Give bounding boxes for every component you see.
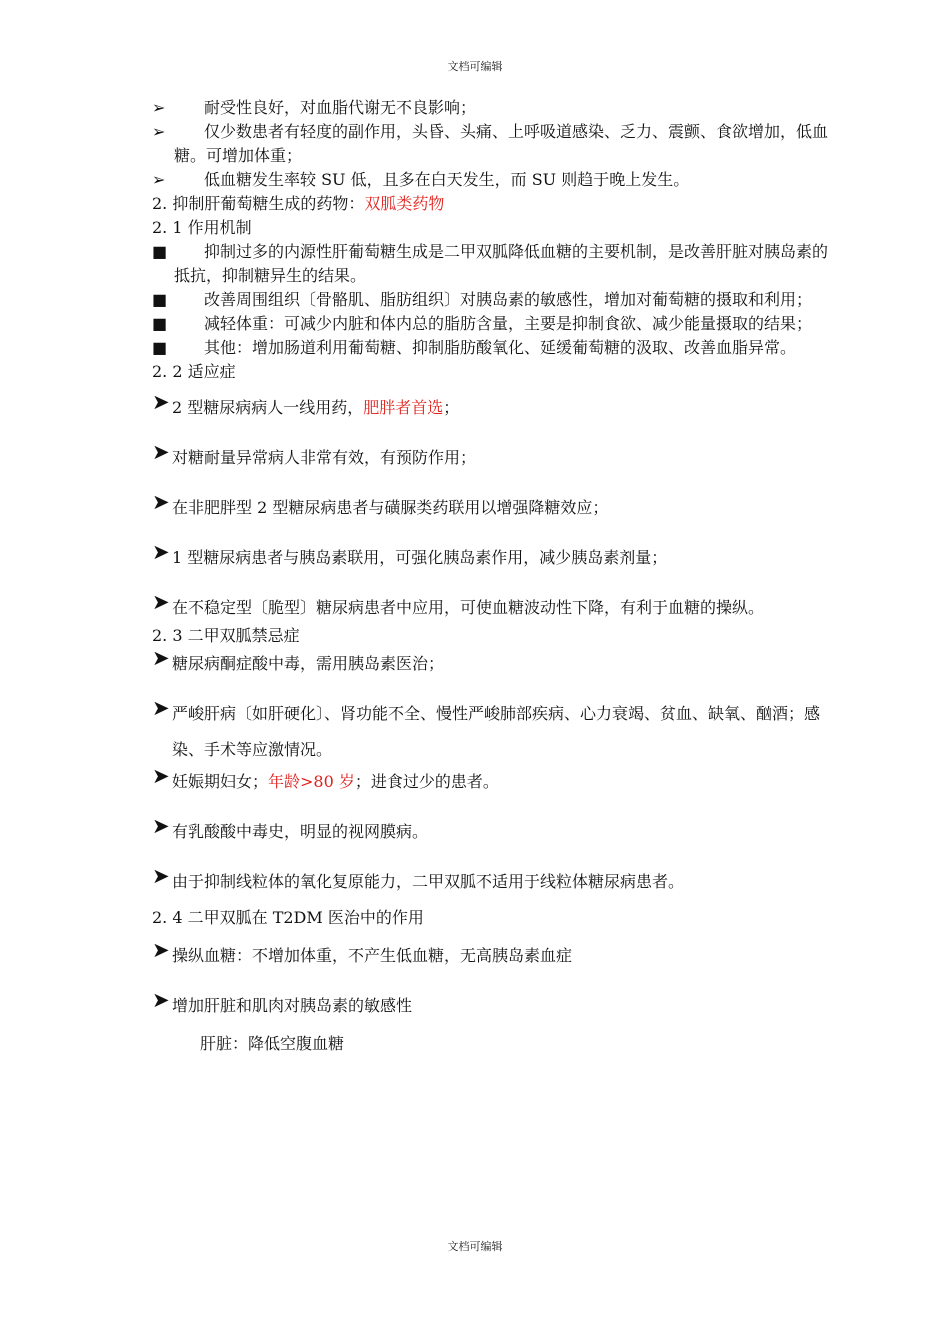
highlight-text: 双胍类药物 (364, 194, 445, 213)
sub-item: 肝脏：降低空腹血糖 (200, 1034, 345, 1053)
bullet-arrow-icon: ➢ (152, 170, 166, 189)
bullet-arrowhead-icon: ➤ (152, 390, 170, 414)
list-item: ➢ 低血糖发生率较 SU 低，且多在白天发生，而 SU 则趋于晚上发生。 (152, 168, 842, 192)
list-item: ➤ 由于抑制线粒体的氧化复原能力，二甲双胍不适用于线粒体糖尿病患者。 (152, 864, 685, 891)
page-header: 文档可编辑 (447, 60, 503, 73)
highlight-text: 肥胖者首选 (363, 398, 444, 417)
bullet-arrowhead-icon: ➤ (152, 440, 170, 464)
bullet-arrowhead-icon: ➤ (152, 646, 170, 670)
list-item: ➢ 仅少数患者有轻度的副作用，头昏、头痛、上呼吸道感染、乏力、震颤、食欲增加，低血糖。可增加体重； (152, 122, 829, 165)
section-heading: 2. 抑制肝葡萄糖生成的药物：双胍类药物 (152, 194, 445, 213)
list-item: ➤ 有乳酸酸中毒史，明显的视网膜病。 (152, 814, 429, 841)
list-item: ➤ 糖尿病酮症酸中毒，需用胰岛素医治； (152, 646, 445, 673)
list-item: ➤ 增加肝脏和肌肉对胰岛素的敏感性 (152, 988, 413, 1015)
bullet-arrowhead-icon: ➤ (152, 814, 170, 838)
section-heading: 2. 2 适应症 (152, 362, 236, 381)
section-heading: 2. 3 二甲双胍禁忌症 (152, 626, 300, 645)
highlight-text: 年龄>80 岁 (268, 772, 355, 791)
bullet-square-icon: ■ (152, 290, 168, 309)
bullet-arrowhead-icon: ➤ (152, 864, 170, 888)
bullet-arrowhead-icon: ➤ (152, 590, 170, 614)
bullet-arrow-icon: ➢ (152, 98, 166, 117)
list-item: ➤ 严峻肝病〔如肝硬化〕、肾功能不全、慢性严峻肺部疾病、心力衰竭、贫血、缺氧、酗酒；感染、手术等应激情况。 (152, 696, 842, 768)
list-item: ➢ 耐受性良好，对血脂代谢无不良影响； (152, 96, 842, 120)
bullet-arrowhead-icon: ➤ (152, 764, 170, 788)
list-item: ➤ 在非肥胖型 2 型糖尿病患者与磺脲类药联用以增强降糖效应； (152, 490, 609, 517)
bullet-arrow-icon: ➢ (152, 122, 166, 141)
bullet-arrowhead-icon: ➤ (152, 938, 170, 962)
list-item: ➤ 2 型糖尿病病人一线用药，肥胖者首选； (152, 390, 460, 417)
list-item: ➤ 1 型糖尿病患者与胰岛素联用，可强化胰岛素作用，减少胰岛素剂量； (152, 540, 668, 567)
bullet-arrowhead-icon: ➤ (152, 540, 170, 564)
list-item: ➤ 妊娠期妇女；年龄>80 岁；进食过少的患者。 (152, 764, 499, 791)
list-item: ■ 抑制过多的内源性肝葡萄糖生成是二甲双胍降低血糖的主要机制，是改善肝脏对胰岛素的抵抗，抑制糖异生的结果。 (152, 242, 829, 285)
list-item: ■ 其他：增加肠道利用葡萄糖、抑制脂肪酸氧化、延缓葡萄糖的汲取、改善血脂异常。 (152, 336, 842, 360)
list-item: ➤ 对糖耐量异常病人非常有效，有预防作用； (152, 440, 477, 467)
page-footer: 文档可编辑 (447, 1240, 503, 1253)
list-item: ■ 减轻体重：可减少内脏和体内总的脂肪含量，主要是抑制食欲、减少能量摄取的结果； (152, 312, 842, 336)
bullet-square-icon: ■ (152, 314, 168, 333)
section-heading: 2. 4 二甲双胍在 T2DM 医治中的作用 (152, 908, 424, 927)
bullet-arrowhead-icon: ➤ (152, 696, 170, 720)
list-item: ➤ 在不稳定型〔脆型〕糖尿病患者中应用，可使血糖波动性下降，有利于血糖的操纵。 (152, 592, 842, 624)
list-item: ➤ 操纵血糖：不增加体重，不产生低血糖，无高胰岛素血症 (152, 938, 573, 965)
bullet-arrowhead-icon: ➤ (152, 988, 170, 1012)
document-body (152, 96, 842, 1056)
section-heading: 2. 1 作用机制 (152, 218, 252, 237)
bullet-square-icon: ■ (152, 338, 168, 357)
list-item: ■ 改善周围组织〔骨骼肌、脂肪组织〕对胰岛素的敏感性，增加对葡萄糖的摄取和利用； (152, 288, 842, 312)
bullet-square-icon: ■ (152, 242, 168, 261)
bullet-arrowhead-icon: ➤ (152, 490, 170, 514)
